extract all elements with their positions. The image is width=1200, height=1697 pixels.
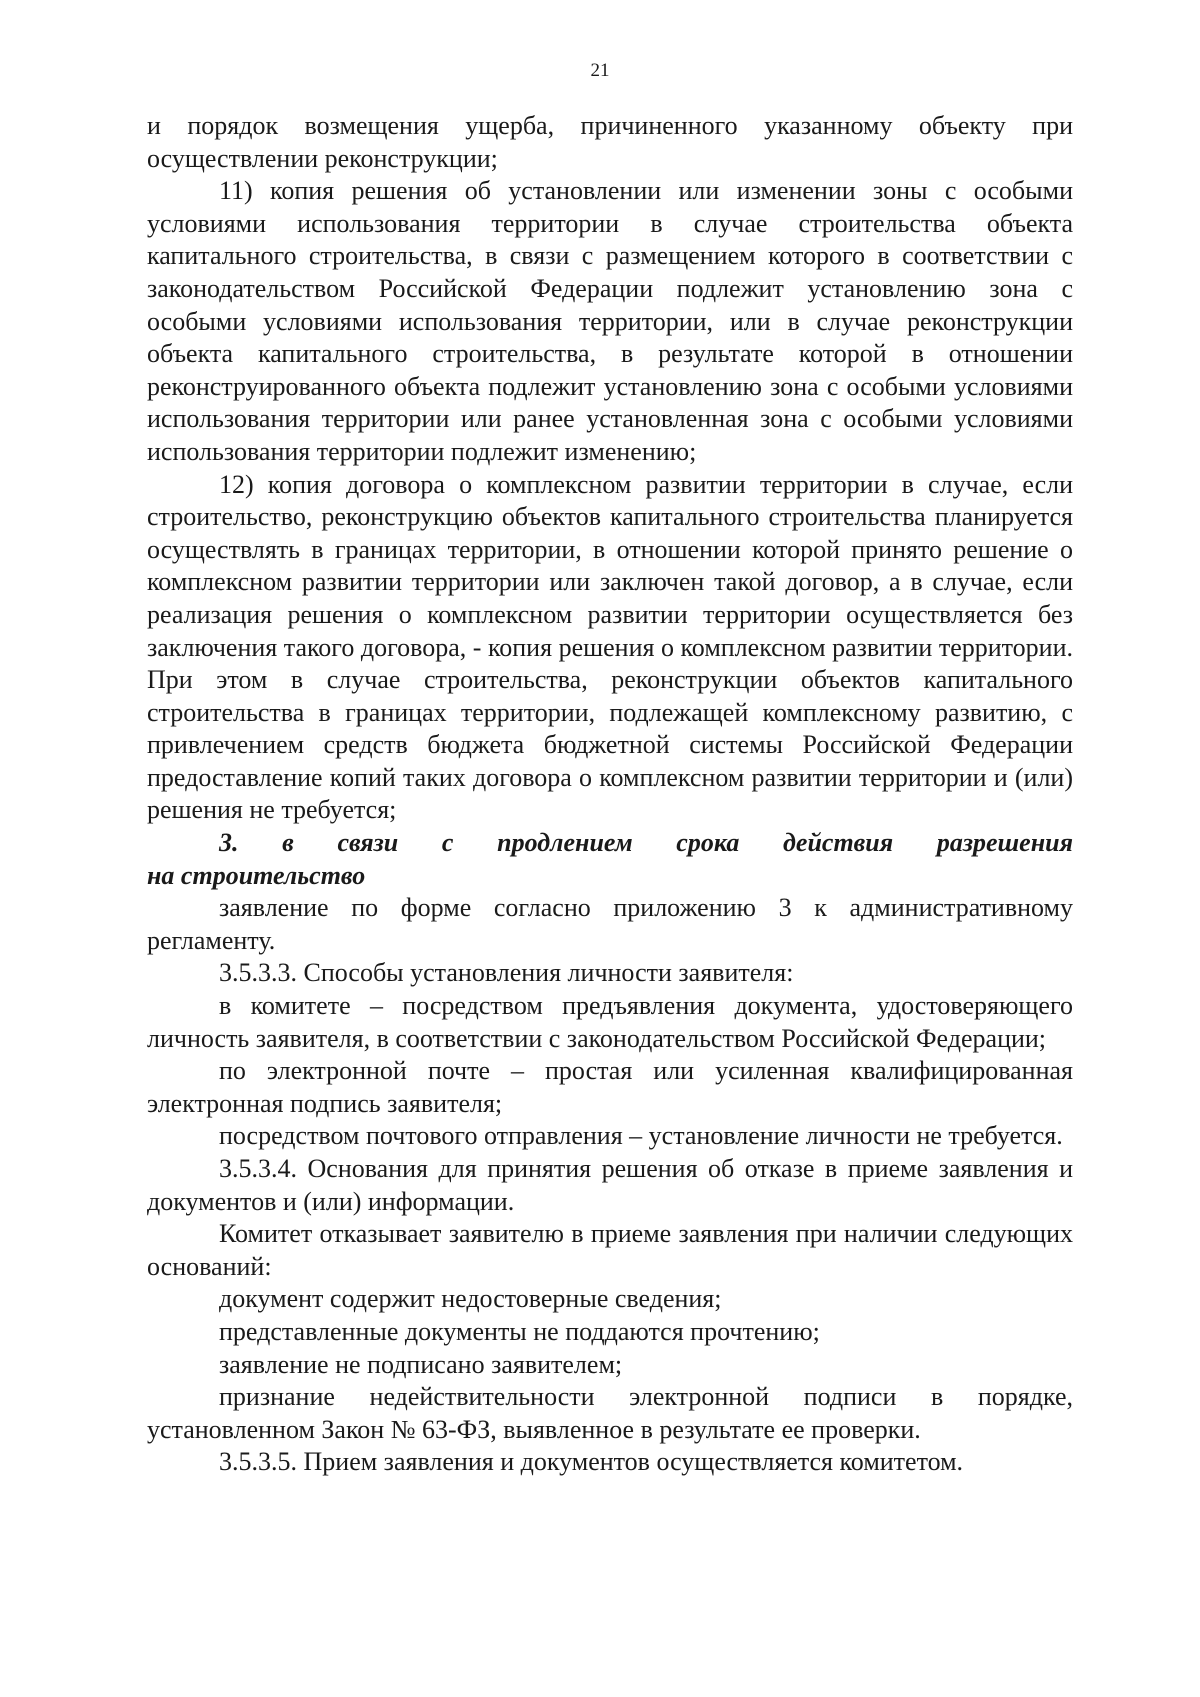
document-body — [147, 110, 1073, 1479]
section-heading — [147, 827, 1073, 892]
list-item-invalid-signature: признание недействительности электронной подписи в порядке, установленном Закон № 63-ФЗ, выявленное в результате ее проверки. — [147, 1382, 1073, 1444]
section-heading-line-2: на строительство — [147, 860, 366, 890]
paragraph-item-11: 11) копия решения об установлении или изменении зоны с особыми условиями использования территории в случае строительства объекта капитального строительства, в связи с размещением которого в соответствии с законодательством Российской Федерации подлежит установлению зона с особыми условиями использования территории, или в случае реконструкции объекта капитального строительства, в результате которой в отношении реконструированного объекта подлежит установлению зона с особыми условиями использования территории или ранее установленная зона с особыми условиями использования территории подлежит изменению; — [147, 176, 1073, 466]
paragraph-by-post: посредством почтового отправления – установление личности не требуется. — [219, 1121, 1063, 1151]
section-heading-line-1: 3. в связи с продлением срока действия разрешения — [219, 828, 1073, 858]
paragraph-in-committee: в комитете – посредством предъявления документа, удостоверяющего личность заявителя, в соответствии с законодательством Российской Федерации; — [147, 991, 1073, 1053]
list-item-not-signed: заявление не подписано заявителем; — [219, 1349, 623, 1379]
paragraph-continuation: и порядок возмещения ущерба, причиненного указанному объекту при осуществлении реконструкции; — [147, 111, 1073, 173]
paragraph-application-form: заявление по форме согласно приложению 3 к административному регламенту. — [147, 893, 1073, 955]
paragraph-3-5-3-4: 3.5.3.4. Основания для принятия решения об отказе в приеме заявления и документов и (или) информации. — [147, 1154, 1073, 1216]
paragraph-3-5-3-5: 3.5.3.5. Прием заявления и документов осуществляется комитетом. — [219, 1447, 964, 1477]
paragraph-item-12: 12) копия договора о комплексном развитии территории в случае, если строительство, реконструкцию объектов капитального строительства планируется осуществлять в границах территории, в отношении которой принято решение о комплексном развитии территории или заключен такой договор, а в случае, если реализация решения о комплексном развитии территории осуществляется без заключения такого договора, - копия решения о комплексном развитии территории. При этом в случае строительства, реконструкции объектов капитального строительства в границах территории, подлежащей комплексному развитию, с привлечением средств бюджета бюджетной системы Российской Федерации предоставление копий таких договора о комплексном развитии территории и (или) решения не требуется; — [147, 469, 1073, 825]
list-item-unreadable-docs: представленные документы не поддаются прочтению; — [219, 1316, 820, 1346]
paragraph-by-email: по электронной почте – простая или усиленная квалифицированная электронная подпись заявителя; — [147, 1056, 1073, 1118]
paragraph-committee-refuses: Комитет отказывает заявителю в приеме заявления при наличии следующих оснований: — [147, 1219, 1073, 1281]
list-item-unreliable-info: документ содержит недостоверные сведения; — [219, 1284, 722, 1314]
page-number: 21 — [590, 60, 610, 81]
paragraph-3-5-3-3: 3.5.3.3. Способы установления личности заявителя: — [219, 958, 794, 988]
